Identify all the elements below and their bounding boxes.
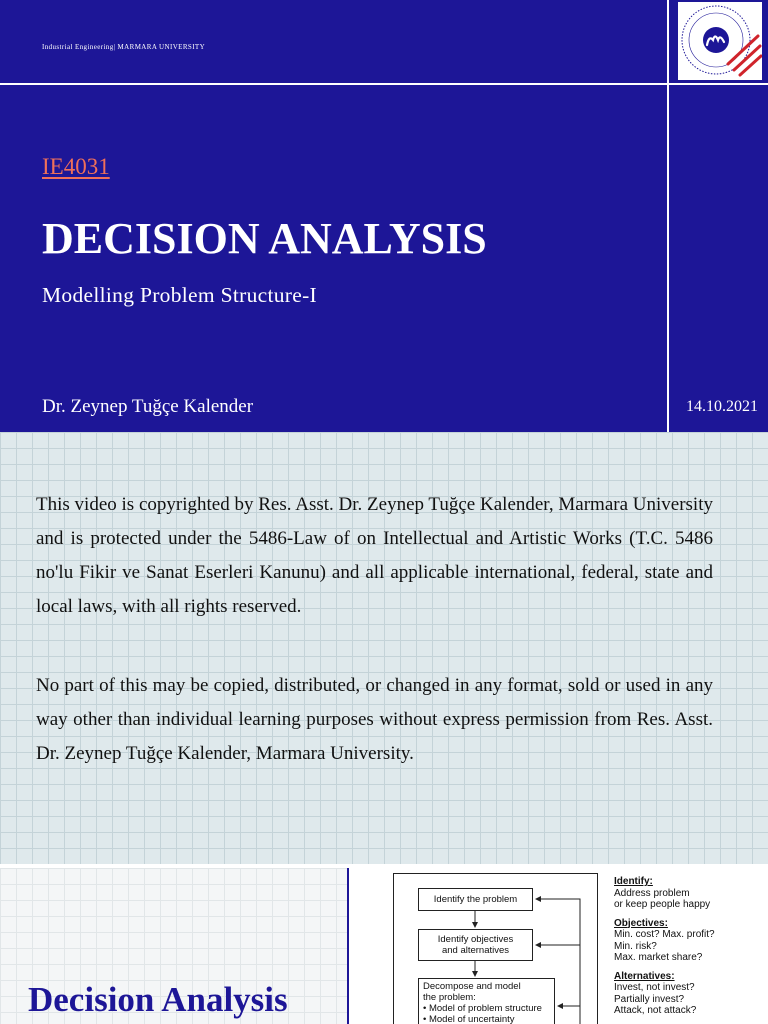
notes-heading: Objectives: [614, 917, 668, 929]
flow-box-label: Identify objectives [437, 934, 514, 945]
author-name: Dr. Zeynep Tuğçe Kalender [42, 396, 254, 417]
presentation-date: 14.10.2021 [686, 398, 758, 415]
course-code-link[interactable]: IE4031 [42, 154, 110, 179]
notes-line: Min. cost? Max. profit? [614, 929, 715, 940]
flow-box-label: and alternatives [441, 945, 510, 956]
flow-box-label: the problem: [423, 992, 476, 1003]
flow-box-objectives [418, 929, 533, 961]
side-notes [614, 876, 764, 1024]
notes-heading: Alternatives: [614, 970, 675, 982]
presentation-title: DECISION ANALYSIS [42, 214, 487, 263]
flow-box-decompose [418, 978, 555, 1024]
presentation-subtitle: Modelling Problem Structure-I [42, 283, 318, 307]
copyright-paragraph-2: No part of this may be copied, distributed, or changed in any format, sold or used in any way other than individual learning purposes without express permission from Res. Asst. Dr. Zeynep Tuğçe Kalender, Marmara University. [36, 675, 713, 764]
flow-box-identify-problem [418, 888, 533, 911]
notes-line: Partially invest? [614, 993, 685, 1005]
slide-title: Decision Analysis [28, 980, 288, 1019]
copyright-paragraph-1: This video is copyrighted by Res. Asst. Dr. Zeynep Tuğçe Kalender, Marmara University and is protected under the 5486-Law of on Intellectual and Artistic Works (T.C. 5486 no'lu Fikir ve Sanat Eserleri Kanunu) and all applicable international, federal, state and local laws, with all rights reserved. [36, 494, 713, 617]
notes-line: Invest, not invest? [614, 982, 695, 993]
notes-line: Min. risk? [614, 940, 657, 952]
header-text: Industrial Engineering| MARMARA UNIVERSITY [42, 43, 206, 51]
flow-box-label: Decompose and model [423, 981, 521, 992]
flow-box-item: • Model of problem structure [423, 1003, 542, 1014]
notes-identify [614, 876, 764, 911]
notes-line: Attack, not attack? [614, 1005, 697, 1016]
notes-line: Address problem [614, 887, 690, 899]
notes-objectives [614, 918, 764, 964]
notes-line: or keep people happy [614, 899, 711, 910]
flow-box-item: • Model of uncertainty [423, 1014, 515, 1024]
notes-heading: Identify: [614, 876, 653, 887]
flow-box-label: Identify the problem [433, 894, 518, 905]
notes-line: Max. market share? [614, 952, 703, 963]
notes-alternatives [614, 971, 764, 1017]
